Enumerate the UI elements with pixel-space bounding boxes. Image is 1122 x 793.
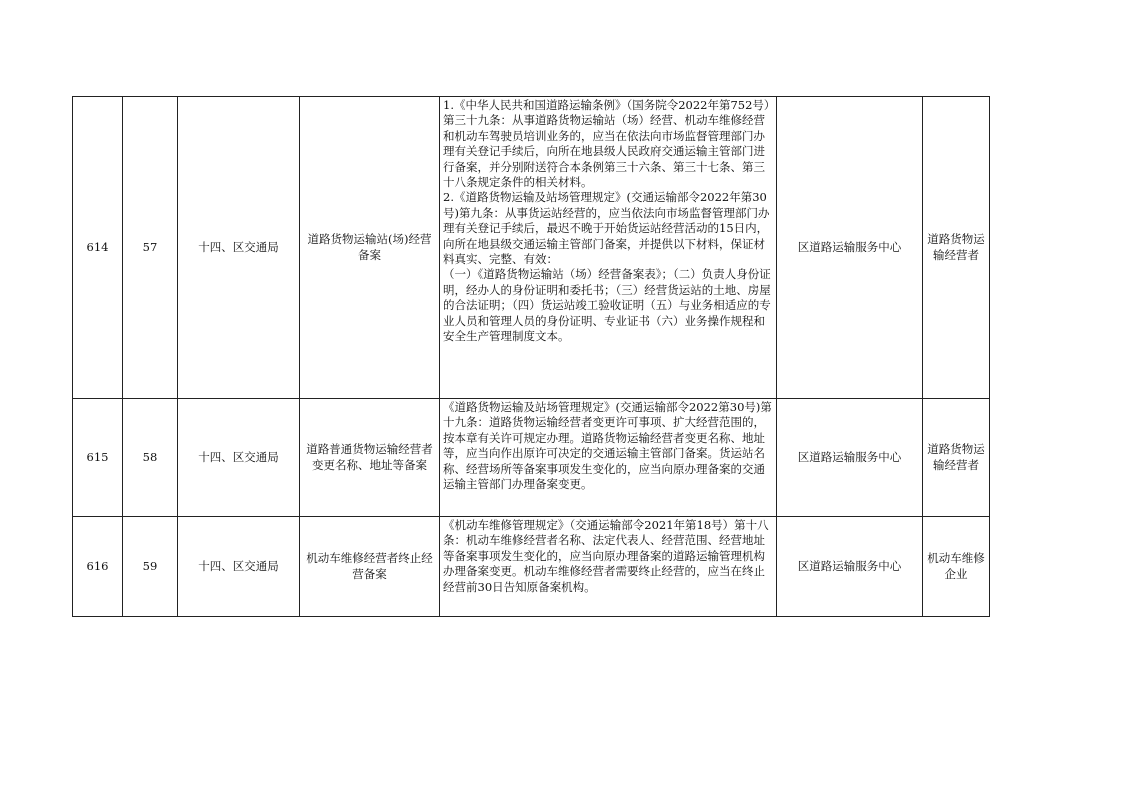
category-cell: 十四、区交通局: [178, 399, 300, 517]
seq-cell: 616: [73, 517, 123, 617]
department-cell: 区道路运输服务中心: [777, 517, 923, 617]
table-row: [73, 517, 990, 617]
category-cell: 十四、区交通局: [178, 97, 300, 399]
item-name-cell: 道路货物运输站(场)经营备案: [300, 97, 440, 399]
department-cell: 区道路运输服务中心: [777, 399, 923, 517]
seq-cell: 614: [73, 97, 123, 399]
basis-paragraph: （一）《道路货物运输站（场）经营备案表》；（二）负责人身份证明，经办人的身份证明和委托书；（三）经营货运站的土地、房屋的合法证明；（四）货运站竣工验收证明（五）与业务相适应的专业人员和管理人员的身份证明、专业证书（六）业务操作规程和安全生产管理制度文本。: [443, 267, 771, 344]
item-name-cell: 道路普通货物运输经营者变更名称、地址等备案: [300, 399, 440, 517]
sub-seq-cell: 59: [123, 517, 178, 617]
legal-basis-cell: [440, 517, 777, 617]
basis-paragraph: 2.《道路货物运输及站场管理规定》(交通运输部令2022年第30号)第九条：从事货运站经营的，应当依法向市场监督管理部门办理有关登记手续后，最迟不晚于开始货运站经营活动的15日内，向所在地县级交通运输主管部门备案，并提供以下材料，保证材料真实、完整、有效：: [443, 190, 770, 267]
legal-basis-cell: [440, 97, 777, 399]
filing-items-table: [72, 96, 990, 617]
table-row: [73, 399, 990, 517]
basis-paragraph: 《机动车维修管理规定》（交通运输部令2021年第18号）第十八条：机动车维修经营者名称、法定代表人、经营范围、经营地址等备案事项发生变化的，应当向原办理备案的道路运输管理机构办理备案变更。机动车维修经营者需要终止经营的，应当在终止经营前30日告知原备案机构。: [443, 518, 769, 594]
seq-cell: 615: [73, 399, 123, 517]
legal-basis-cell: [440, 399, 777, 517]
sub-seq-cell: 57: [123, 97, 178, 399]
target-cell: 道路货物运输经营者: [923, 399, 990, 517]
sub-seq-cell: 58: [123, 399, 178, 517]
table-row: [73, 97, 990, 399]
category-cell: 十四、区交通局: [178, 517, 300, 617]
target-cell: 机动车维修企业: [923, 517, 990, 617]
item-name-cell: 机动车维修经营者终止经营备案: [300, 517, 440, 617]
basis-paragraph: 《道路货物运输及站场管理规定》(交通运输部令2022第30号)第十九条：道路货物运输经营者变更许可事项、扩大经营范围的，按本章有关许可规定办理。道路货物运输经营者变更名称、地址等，应当向作出原许可决定的交通运输主管部门备案。货运站名称、经营场所等备案事项发生变化的，应当向原办理备案的交通运输主管部门办理备案变更。: [443, 400, 772, 492]
basis-paragraph: 1.《中华人民共和国道路运输条例》（国务院令2022年第752号）第三十九条：从事道路货物运输站（场）经营、机动车维修经营和机动车驾驶员培训业务的，应当在依法向市场监督管理部门办理有关登记手续后，向所在地县级人民政府交通运输主管部门进行备案，并分别附送符合本条例第三十六条、第三十七条、第三十八条规定条件的相关材料。: [443, 98, 770, 190]
department-cell: 区道路运输服务中心: [777, 97, 923, 399]
target-cell: 道路货物运输经营者: [923, 97, 990, 399]
